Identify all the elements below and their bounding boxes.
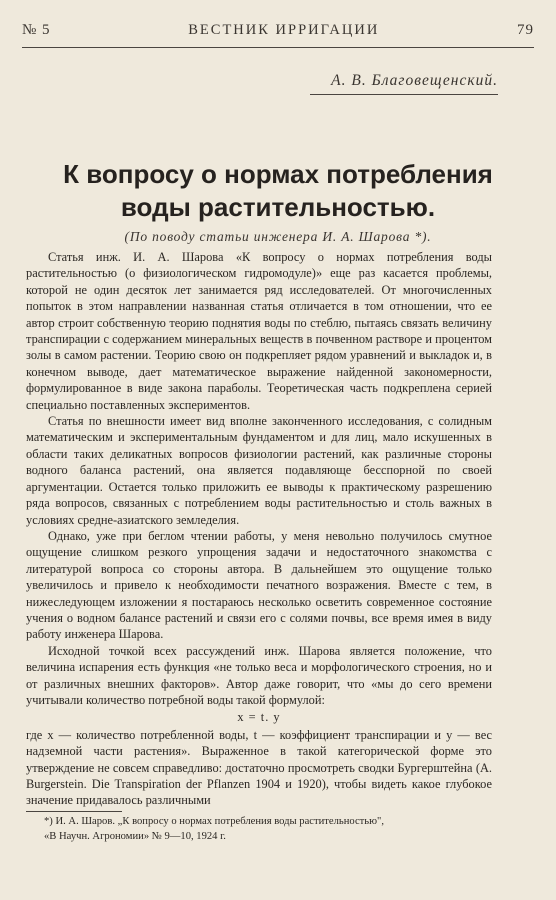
footnote-line-2: «В Научн. Агрономии» № 9—10, 1924 г. — [44, 830, 226, 842]
article-body — [26, 249, 492, 809]
page-number: 79 — [517, 22, 534, 38]
running-head — [22, 22, 534, 39]
header-rule — [22, 47, 534, 48]
article-title — [20, 158, 536, 224]
paragraph-3: Однако, уже при беглом чтении работы, у меня невольно получилось смутное ощущение слишком резкого упрощения задачи и недостаточного знакомства с литературой вопроса со стороны автора. В дальнейшем это ощущение только увеличилось и привело к необходимости печатного возражения. Вместе с тем, в нижеследующем изложении я постараюсь несколько осветить современное состояние учения о водном балансе растений и связи его с солями почвы, все время имея в виду работу инженера Шарова. — [26, 528, 492, 642]
article-title-line-1: К вопросу о нормах потребления — [63, 159, 493, 189]
paragraph-2: Статья по внешности имеет вид вполне законченного исследования, с солидным математическим и экспериментальным фундаментом и для лиц, мало искушенных в области таких деликатных вопросов физиологии растений, как различные стороны водного баланса растений, она является подавляюще бесспорной по своей аргументации. Остается только приложить ее выводы к практическому разрешению ряда вопросов, связанных с потреблением воды растительностью и столь важных в условиях средне-азиатского земледелия. — [26, 414, 492, 527]
footnote — [44, 815, 494, 844]
paragraph-4: Исходной точкой всех рассуждений инж. Шарова является положение, что величина испарения есть функция «не только веса и морфологического строения, но и от различных внешних факторов». Автор даже говорит, что «мы до сего времени учитывали количество потребной воды такой формулой: — [26, 643, 492, 707]
issue-number: № 5 — [22, 22, 51, 38]
author-underline — [310, 94, 498, 95]
formula: x = t. y — [237, 710, 281, 725]
footnote-line-1: *) И. А. Шаров. „К вопросу о нормах потребления воды растительностью", — [44, 816, 385, 827]
paragraph-1: Статья инж. И. А. Шарова «К вопросу о нормах потребления воды растительностью (о физиологическом гидромодуле)» еще раз касается проблемы, которой не один десяток лет занимается ряд исследователей. От многочисленных попыток в этом направлении названная статья отличается в том отношении, что ее автор строит собственную теорию поднятия воды по стеблю, пытаясь связать величину транспирации с содержанием минеральных веществ в почвенном растворе и процентом золы в самом растении. Теорию свою он подкрепляет рядом уравнений и выкладок и, в конечном выводе, дает математическое выражение найденной закономерности, формулированное в виде закона параболы. Теоретическая часть подкреплена серией специально поставленных экспериментов. — [26, 250, 492, 412]
journal-title: ВЕСТНИК ИРРИГАЦИИ — [188, 22, 380, 38]
author-block — [310, 72, 498, 95]
paragraph-5: где x — количество потребленной воды, t — коэффициент транспирации и y — вес надземной части растения». Выраженное в такой категорической форме это утверждение не совсем справедливо: достаточно просмотреть сводки Бургерштейна (A. Burgerstein. Die Transpiration der Pflanzen 1904 и 1920), чтобы видеть какое глубокое значение придавалось различными — [26, 727, 492, 808]
article-title-line-2: воды растительностью. — [120, 192, 436, 222]
author-name: А. В. Благовещенский. — [331, 72, 498, 89]
footnote-rule — [26, 811, 122, 812]
article-subtitle: (По поводу статьи инженера И. А. Шарова *). — [124, 229, 432, 244]
